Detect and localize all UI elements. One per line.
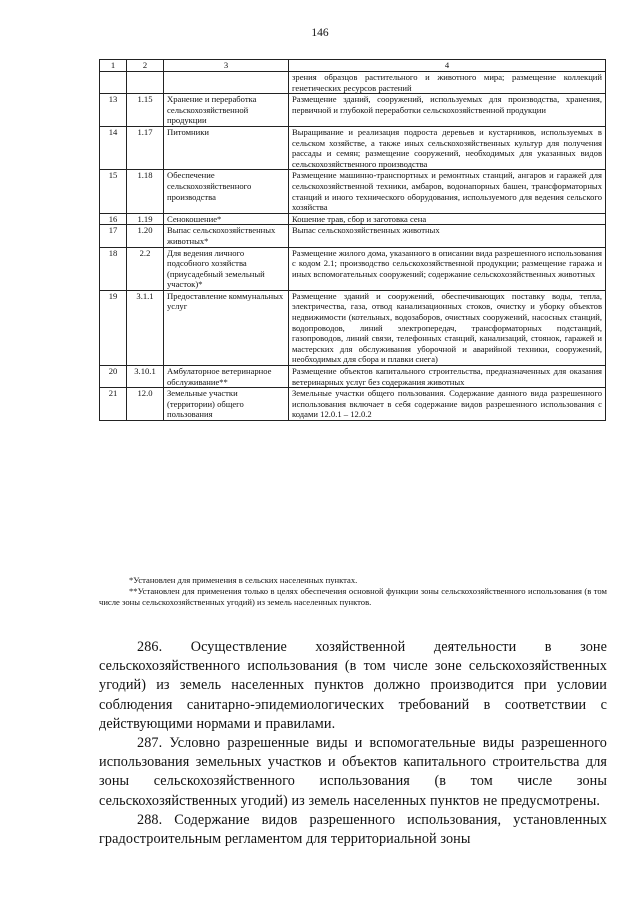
use-name: Амбулаторное ветеринарное обслуживание** [164,366,289,388]
land-use-table [99,59,606,421]
use-name: Обеспечение сельскохозяйственного производства [164,170,289,213]
row-number: 15 [100,170,127,213]
use-name [164,72,289,94]
table-row [100,170,606,213]
use-code: 12.0 [127,388,164,421]
use-description: Выпас сельскохозяйственных животных [289,225,606,247]
use-code: 1.20 [127,225,164,247]
use-code: 2.2 [127,247,164,290]
use-code [127,72,164,94]
table-row [100,213,606,225]
paragraph-288: 288. Содержание видов разрешенного использования, установленных градостроительным регламентом для территориальной зоны [99,811,607,848]
use-code: 1.17 [127,126,164,169]
table-row [100,388,606,421]
paragraph-287: 287. Условно разрешенные виды и вспомогательные виды разрешенного использования земельных участков и объектов капитального строительства для зоны сельскохозяйственного использования (в том числе зоны сельскохозяйственных угодий) из земель населенных пунктов не предусмотрены. [99,735,607,809]
table-row [100,247,606,290]
use-name: Выпас сельскохозяйственных животных* [164,225,289,247]
table-header-row [100,60,606,72]
footnote-purpose: **Установлен для применения только в целях обеспечения основной функции зоны сельскохозяйственного использования (в том числе зоны сельскохозяйственных угодий) из земель населенных пунктов. [99,586,607,607]
row-number: 16 [100,213,127,225]
use-description: Размещение зданий и сооружений, обеспечивающих поставку воды, тепла, электричества, газа, отвод канализационных стоков, очистку и уборку объектов недвижимости (котельных, водозаборов, очистных сооружений, насосных станций, водопроводов, линий электропередач, трансформаторных подстанций, газопроводов, линий связи, телефонных станций, канализаций, стоянок, гаражей и мастерских для обслуживания уборочной и аварийной техники, сооружений, необходимых для сбора и плавки снега) [289,290,606,365]
use-name: Питомники [164,126,289,169]
header-cell: 1 [100,60,127,72]
row-number: 18 [100,247,127,290]
row-number [100,72,127,94]
use-description: Размещение объектов капитального строительства, предназначенных для оказания ветеринарных услуг без содержания животных [289,366,606,388]
table-row [100,366,606,388]
use-name: Хранение и переработка сельскохозяйственной продукции [164,94,289,127]
header-cell: 2 [127,60,164,72]
table-row [100,72,606,94]
use-name: Сенокошение* [164,213,289,225]
use-description: Земельные участки общего пользования. Содержание данного вида разрешенного использования включает в себя содержание видов разрешенного использования с кодами 12.0.1 – 12.0.2 [289,388,606,421]
use-code: 1.15 [127,94,164,127]
row-number: 20 [100,366,127,388]
row-number: 21 [100,388,127,421]
footnote-rural: *Установлен для применения в сельских населенных пунктах. [129,575,358,585]
use-description: Размещение зданий, сооружений, используемых для производства, хранения, первичной и глубокой переработки сельскохозяйственной продукции [289,94,606,127]
use-code: 3.10.1 [127,366,164,388]
row-number: 17 [100,225,127,247]
header-cell: 3 [164,60,289,72]
page-number: 146 [311,27,329,39]
use-code: 3.1.1 [127,290,164,365]
use-code: 1.19 [127,213,164,225]
table-row [100,225,606,247]
use-description: Выращивание и реализация подроста деревьев и кустарников, используемых в сельском хозяйстве, а также иных сельскохозяйственных культур для получения рассады и семян; размещение сооружений, необходимых для указанных видов сельскохозяйственного производства [289,126,606,169]
use-name: Предоставление коммунальных услуг [164,290,289,365]
table-row [100,126,606,169]
use-description: зрения образцов растительного и животного мира; размещение коллекций генетических ресурсов растений [289,72,606,94]
row-number: 19 [100,290,127,365]
paragraph-286: 286. Осуществление хозяйственной деятельности в зоне сельскохозяйственного использования (в том числе зоне сельскохозяйственных угодий) из земель населенных пунктов должно производится при условии соблюдения санитарно-эпидемиологических требований в соответствии с действующими нормами и правилами. [99,639,607,732]
table-row [100,290,606,365]
use-name: Для ведения личного подсобного хозяйства (приусадебный земельный участок)* [164,247,289,290]
use-name: Земельные участки (территории) общего пользования [164,388,289,421]
header-cell: 4 [289,60,606,72]
use-description: Размещение машинно-транспортных и ремонтных станций, ангаров и гаражей для сельскохозяйственной техники, амбаров, водонапорных башен, трансформаторных станций и иного технического оборудования, используемого для ведения сельского хозяйства [289,170,606,213]
footnotes [99,575,607,608]
use-description: Размещение жилого дома, указанного в описании вида разрешенного использования с кодом 2.1; производство сельскохозяйственной продукции; размещение гаража и иных вспомогательных сооружений; содержание сельскохозяйственных животных [289,247,606,290]
table-row [100,94,606,127]
use-code: 1.18 [127,170,164,213]
body-text [99,638,607,849]
use-description: Кошение трав, сбор и заготовка сена [289,213,606,225]
row-number: 14 [100,126,127,169]
row-number: 13 [100,94,127,127]
